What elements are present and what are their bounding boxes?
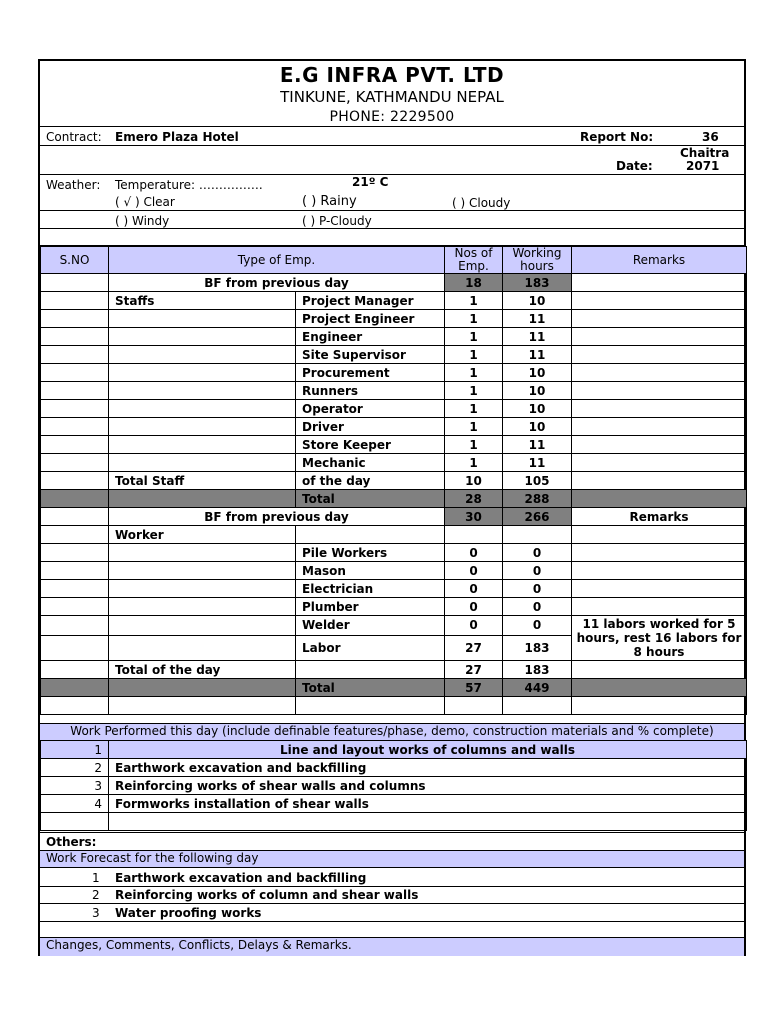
staff-hours: 10 [503,364,572,382]
item-number: 4 [41,795,109,813]
table-row [41,418,747,436]
staff-hours: 10 [503,382,572,400]
header-sno: S.NO [41,247,109,274]
worker-role: Plumber [296,598,445,616]
forecast-number: 1 [92,871,100,885]
table-row [41,346,747,364]
staff-hours: 11 [503,436,572,454]
worker-hours: 0 [503,580,572,598]
others-label: Others: [46,835,97,849]
report-label: Report No: [580,130,654,144]
bf-worker-nos: 30 [445,508,503,526]
staff-nos: 1 [445,400,503,418]
table-row [41,580,747,598]
worker-nos: 0 [445,598,503,616]
header-type: Type of Emp. [109,247,445,274]
weather-rainy: ( ) Rainy [302,194,357,209]
staff-nos: 1 [445,436,503,454]
staffs-label: Staffs [109,292,296,310]
total-staff-nos: 10 [445,472,503,490]
forecast-text: Earthwork excavation and backfilling [115,871,367,885]
staff-nos: 1 [445,310,503,328]
list-item [41,759,747,777]
worker-role: Electrician [296,580,445,598]
bf-worker-remarks: Remarks [572,508,747,526]
item-text: Formworks installation of shear walls [109,795,747,813]
table-row [41,598,747,616]
table-row [41,616,747,636]
worker-label: Worker [109,526,296,544]
staff-role: Store Keeper [296,436,445,454]
staff-role: Driver [296,418,445,436]
bf-staff-hours: 183 [503,274,572,292]
contract-value: Emero Plaza Hotel [115,130,239,144]
worker-role: Mason [296,562,445,580]
bf-staff-label: BF from previous day [109,274,445,292]
bf-staff-nos: 18 [445,274,503,292]
report-number: 36 [702,130,719,144]
date-label: Date: [616,159,653,173]
weather-windy: ( ) Windy [115,214,170,228]
staff-role: Runners [296,382,445,400]
company-address: TINKUNE, KATHMANDU NEPAL [280,88,504,106]
staff-nos: 1 [445,382,503,400]
worker-hours: 0 [503,544,572,562]
forecast-text: Reinforcing works of column and shear walls [115,888,419,902]
staff-role: Engineer [296,328,445,346]
table-row [41,328,747,346]
worker-total-nos: 57 [445,679,503,697]
worker-role: Welder [296,616,445,636]
weather-cloudy: ( ) Cloudy [452,196,511,210]
worker-nos: 0 [445,562,503,580]
staff-hours: 11 [503,454,572,472]
staff-nos: 1 [445,328,503,346]
table-row [41,526,747,544]
worker-total-row [41,679,747,697]
labor-remark: 11 labors worked for 5 hours, rest 16 labors for 8 hours [572,616,747,661]
table-row [41,436,747,454]
header-nos: Nos of Emp. [445,247,503,274]
staff-role: Project Engineer [296,310,445,328]
worker-role: Pile Workers [296,544,445,562]
total-day-nos: 27 [445,661,503,679]
list-item [41,813,747,831]
forecast-number: 3 [92,906,100,920]
list-item [41,777,747,795]
bf-staff-row [41,274,747,292]
staff-nos: 1 [445,292,503,310]
staff-hours: 10 [503,292,572,310]
staff-hours: 11 [503,310,572,328]
staff-role: Procurement [296,364,445,382]
temperature-label: Temperature: ……………. [115,178,263,192]
bf-worker-row [41,508,747,526]
total-day-label: Total of the day [109,661,296,679]
header-remarks: Remarks [572,247,747,274]
worker-nos: 0 [445,616,503,636]
staff-hours: 10 [503,400,572,418]
work-performed-title: Work Performed this day (include definable features/phase, demo, construction materials and % complete) [40,723,744,741]
report-sheet [38,59,746,956]
item-number: 3 [41,777,109,795]
total-day-row [41,661,747,679]
staff-total-label: Total [296,490,445,508]
worker-role: Labor [296,635,445,660]
item-number: 2 [41,759,109,777]
total-staff-label2: of the day [296,472,445,490]
work-performed-table [40,740,747,831]
item-text: Reinforcing works of shear walls and columns [109,777,747,795]
total-day-hours: 183 [503,661,572,679]
total-staff-label: Total Staff [109,472,296,490]
list-item [41,741,747,759]
forecast-title: Work Forecast for the following day [40,850,744,868]
table-row [41,310,747,328]
forecast-number: 2 [92,888,100,902]
staff-hours: 11 [503,346,572,364]
list-item [41,795,747,813]
staff-hours: 11 [503,328,572,346]
staff-nos: 1 [445,364,503,382]
total-staff-hours: 105 [503,472,572,490]
table-row [41,697,747,715]
staff-total-nos: 28 [445,490,503,508]
weather-label: Weather: [46,178,101,192]
table-row [41,454,747,472]
worker-total-hours: 449 [503,679,572,697]
weather-pcloudy: ( ) P-Cloudy [302,214,372,228]
bf-worker-label: BF from previous day [109,508,445,526]
total-staff-row [41,472,747,490]
table-row [41,562,747,580]
staff-nos: 1 [445,454,503,472]
worker-total-label: Total [296,679,445,697]
date-month: Chaitra [680,146,730,160]
weather-clear: ( √ ) Clear [115,195,175,209]
worker-hours: 0 [503,562,572,580]
temperature-value: 21º C [352,175,389,189]
forecast-text: Water proofing works [115,906,262,920]
table-header [41,247,747,274]
item-text: Line and layout works of columns and walls [109,741,747,759]
table-row [41,544,747,562]
table-row [41,292,747,310]
company-name: E.G INFRA PVT. LTD [279,63,505,87]
staff-nos: 1 [445,418,503,436]
staff-role: Project Manager [296,292,445,310]
staff-role: Site Supervisor [296,346,445,364]
item-text: Earthwork excavation and backfilling [109,759,747,777]
staff-total-hours: 288 [503,490,572,508]
worker-hours: 183 [503,635,572,660]
staff-nos: 1 [445,346,503,364]
staff-role: Operator [296,400,445,418]
table-row [41,400,747,418]
changes-title: Changes, Comments, Conflicts, Delays & Remarks. [40,937,744,956]
staff-hours: 10 [503,418,572,436]
employee-table [40,246,747,715]
worker-nos: 0 [445,580,503,598]
worker-hours: 0 [503,598,572,616]
table-row [41,364,747,382]
company-phone: PHONE: 2229500 [329,109,455,125]
worker-hours: 0 [503,616,572,636]
worker-nos: 0 [445,544,503,562]
table-row [41,382,747,400]
header-hours: Working hours [503,247,572,274]
date-year: 2071 [686,159,720,173]
bf-worker-hours: 266 [503,508,572,526]
staff-role: Mechanic [296,454,445,472]
worker-nos: 27 [445,635,503,660]
staff-total-row [41,490,747,508]
contract-label: Contract: [46,130,102,144]
item-number: 1 [41,741,109,759]
